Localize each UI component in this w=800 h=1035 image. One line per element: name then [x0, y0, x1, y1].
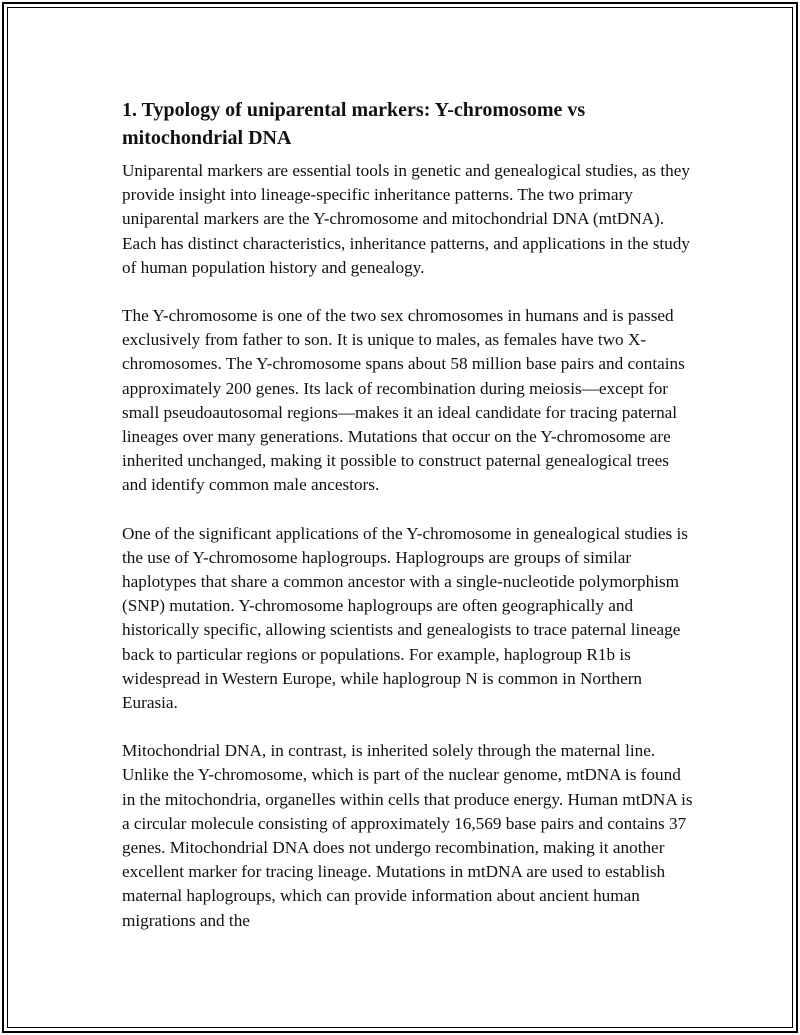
document-body: [122, 96, 694, 957]
page-frame: [2, 2, 798, 1033]
paragraph-y-chromosome: The Y-chromosome is one of the two sex chromosomes in humans and is passed exclusively from father to son. It is unique to males, as females have two X-chromosomes. The Y-chromosome spans about 58 million base pairs and contains approximately 200 genes. Its lack of recombination during meiosis—except for small pseudoautosomal regions—makes it an ideal candidate for tracing paternal lineages over many generations. Mutations that occur on the Y-chromosome are inherited unchanged, making it possible to construct paternal genealogical trees and identify common male ancestors.: [122, 306, 685, 495]
paragraph-intro: Uniparental markers are essential tools in genetic and genealogical studies, as they provide insight into lineage-specific inheritance patterns. The two primary uniparental markers are the Y-chromosome and mitochondrial DNA (mtDNA). Each has distinct characteristics, inheritance patterns, and applications in the study of human population history and genealogy.: [122, 161, 690, 277]
paragraph-haplogroups: One of the significant applications of the Y-chromosome in genealogical studies is the use of Y-chromosome haplogroups. Haplogroups are groups of similar haplotypes that share a common ancestor with a single-nucleotide polymorphism (SNP) mutation. Y-chromosome haplogroups are often geographically and historically specific, allowing scientists and genealogists to trace paternal lineage back to particular regions or populations. For example, haplogroup R1b is widespread in Western Europe, while haplogroup N is common in Northern Eurasia.: [122, 523, 688, 713]
paragraph-mtdna: Mitochondrial DNA, in contrast, is inherited solely through the maternal line. Unlike the Y-chromosome, which is part of the nuclear genome, mtDNA is found in the mitochondria, organelles within cells that produce energy. Human mtDNA is a circular molecule consisting of approximately 16,569 base pairs and contains 37 genes. Mitochondrial DNA does not undergo recombination, making it another excellent marker for tracing lineage. Mutations in mtDNA are used to establish maternal haplogroups, which can provide information about ancient human migrations and the: [122, 741, 693, 930]
section-heading: 1. Typology of uniparental markers: Y-chromosome vs mitochondrial DNA: [122, 99, 586, 149]
